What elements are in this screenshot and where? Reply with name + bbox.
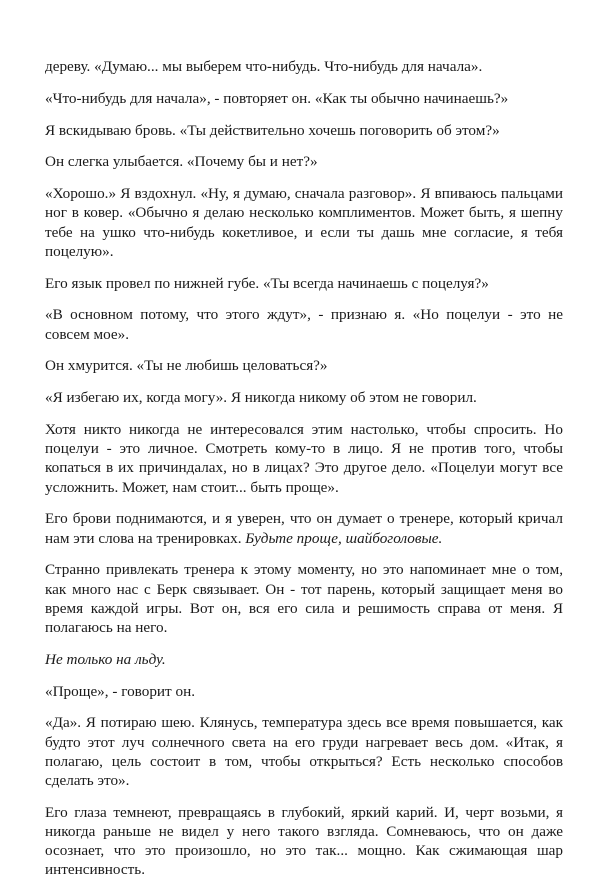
paragraph-10: Хотя никто никогда не интересовался этим настолько, чтобы спросить. Но поцелуи - это личное. Смотреть кому-то в лицо. Я не против того, чтобы копаться в их причиндалах, но в лицах? Это другое дело. «Поцелуи могут все усложнить. Может, нам стоит... быть проще».	[45, 420, 563, 496]
paragraph-7: «В основном потому, что этого ждут», - признаю я. «Но поцелуи - это не совсем мое».	[45, 306, 563, 343]
paragraph-8: Он хмурится. «Ты не любишь целоваться?»	[45, 357, 328, 375]
paragraph-11	[45, 509, 563, 547]
paragraph-2: «Что-нибудь для начала», - повторяет он. «Как ты обычно начинаешь?»	[45, 89, 509, 107]
paragraph-4: Он слегка улыбается. «Почему бы и нет?»	[45, 153, 318, 171]
document-page	[45, 57, 563, 892]
paragraph-11-italic-quote: Будьте проще, шайбоголовые.	[245, 529, 443, 547]
paragraph-16: Его глаза темнеют, превращаясь в глубокий, яркий карий. И, черт возьми, я никогда раньше не видел у него такого взгляда. Сомневаюсь, что он даже осознает, что это произошло, но это так... мощно. Как сжимающая шар интенсивность.	[45, 803, 563, 879]
paragraph-14: «Проще», - говорит он.	[45, 682, 196, 700]
paragraph-9: «Я избегаю их, когда могу». Я никогда никому об этом не говорил.	[45, 389, 477, 407]
paragraph-13-italic: Не только на льду.	[45, 650, 166, 668]
paragraph-1: дереву. «Думаю... мы выберем что-нибудь. Что-нибудь для начала».	[45, 58, 483, 75]
paragraph-11-text: Его брови поднимаются, и я уверен, что он думает о тренере, который кричал нам эти слова на тренировках.	[45, 510, 563, 547]
paragraph-3: Я вскидываю бровь. «Ты действительно хочешь поговорить об этом?»	[45, 121, 500, 139]
paragraph-12: Странно привлекать тренера к этому моменту, но это напоминает мне о том, как много нас с Берк связывает. Он - тот парень, который защищает меня во время каждой игры. Вот он, вся его сила и решимость справа от меня. Я полагаюсь на него.	[45, 561, 563, 636]
paragraph-15: «Да». Я потираю шею. Клянусь, температура здесь все время повышается, как будто этот луч солнечного света на его груди нагревает весь дом. «Итак, я полагаю, цель состоит в том, чтобы открыться? Есть несколько способов сделать это».	[45, 714, 563, 789]
paragraph-6: Его язык провел по нижней губе. «Ты всегда начинаешь с поцелуя?»	[45, 274, 489, 292]
paragraph-5: «Хорошо.» Я вздохнул. «Ну, я думаю, сначала разговор». Я впиваюсь пальцами ног в ковер. «Обычно я делаю несколько комплиментов. Может быть, я шепну тебе на ушко что-нибудь кокетливое, и если ты дашь мне согласие, я тебя поцелую».	[45, 185, 563, 260]
